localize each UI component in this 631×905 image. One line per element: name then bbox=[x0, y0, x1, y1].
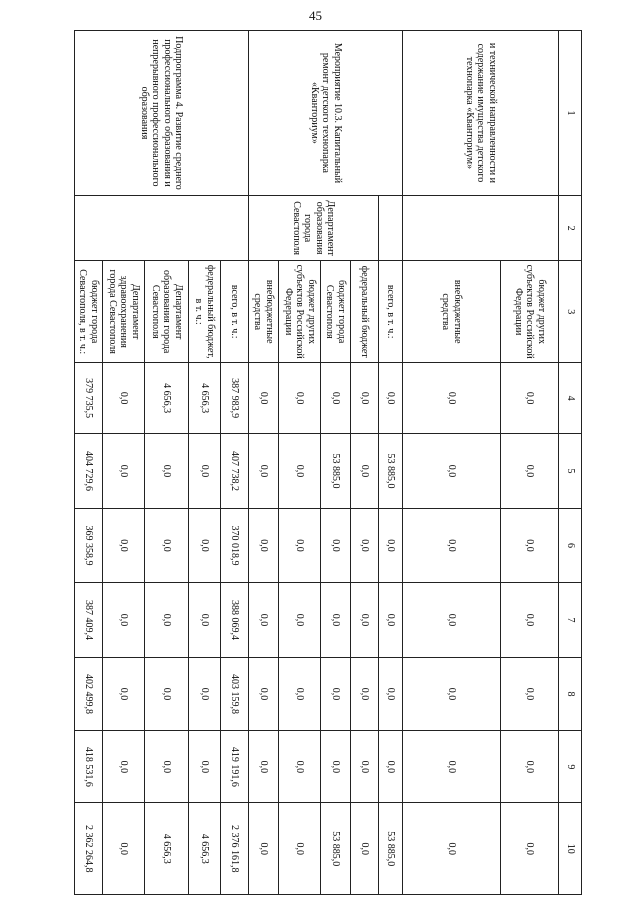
value-cell: 388 069,4 bbox=[221, 583, 249, 658]
value-cell: 0,0 bbox=[279, 363, 321, 434]
source-cell: бюджет других субъектов Российской Федерации bbox=[279, 261, 321, 363]
source-cell: Департамент здравоохранения города Севастополя bbox=[103, 261, 145, 363]
source-cell: Департамент образования города Севастополя bbox=[145, 261, 189, 363]
value-cell: 0,0 bbox=[103, 508, 145, 583]
value-cell: 53 885,0 bbox=[379, 434, 403, 509]
source-cell: внебюджетные средства bbox=[403, 261, 501, 363]
value-cell: 4 656,3 bbox=[189, 803, 221, 895]
header-cell: 5 bbox=[559, 434, 582, 509]
value-cell: 404 729,6 bbox=[75, 434, 103, 509]
value-cell: 0,0 bbox=[501, 508, 559, 583]
value-cell: 0,0 bbox=[189, 583, 221, 658]
value-cell: 0,0 bbox=[501, 434, 559, 509]
value-cell: 0,0 bbox=[279, 657, 321, 730]
source-cell: внебюджетные средства bbox=[249, 261, 279, 363]
value-cell: 387 409,4 bbox=[75, 583, 103, 658]
value-cell: 0,0 bbox=[321, 508, 351, 583]
value-cell: 0,0 bbox=[103, 657, 145, 730]
value-cell: 0,0 bbox=[145, 657, 189, 730]
header-cell: 1 bbox=[559, 31, 582, 196]
value-cell: 0,0 bbox=[249, 508, 279, 583]
value-cell: 370 018,9 bbox=[221, 508, 249, 583]
value-cell: 418 531,6 bbox=[75, 731, 103, 803]
value-cell: 4 656,3 bbox=[189, 363, 221, 434]
header-row bbox=[559, 31, 582, 895]
value-cell: 0,0 bbox=[403, 803, 501, 895]
page-number: 45 bbox=[309, 8, 322, 23]
value-cell: 0,0 bbox=[351, 731, 379, 803]
table-row bbox=[221, 31, 249, 895]
value-cell: 0,0 bbox=[279, 508, 321, 583]
value-cell: 0,0 bbox=[279, 583, 321, 658]
value-cell: 407 738,2 bbox=[221, 434, 249, 509]
value-cell: 402 499,8 bbox=[75, 657, 103, 730]
budget-table bbox=[74, 30, 582, 895]
value-cell: 0,0 bbox=[403, 731, 501, 803]
value-cell: 0,0 bbox=[351, 434, 379, 509]
source-cell: всего, в т. ч.: bbox=[379, 261, 403, 363]
value-cell: 0,0 bbox=[321, 363, 351, 434]
source-cell: федеральный бюджет, в т. ч.: bbox=[189, 261, 221, 363]
value-cell: 0,0 bbox=[351, 363, 379, 434]
value-cell: 0,0 bbox=[403, 363, 501, 434]
value-cell: 4 656,3 bbox=[145, 803, 189, 895]
value-cell: 0,0 bbox=[351, 657, 379, 730]
value-cell: 0,0 bbox=[103, 583, 145, 658]
value-cell: 0,0 bbox=[103, 363, 145, 434]
source-cell: бюджет города Севастополя bbox=[321, 261, 351, 363]
value-cell: 387 983,9 bbox=[221, 363, 249, 434]
value-cell: 0,0 bbox=[351, 803, 379, 895]
value-cell: 0,0 bbox=[351, 583, 379, 658]
header-cell: 6 bbox=[559, 508, 582, 583]
value-cell: 2 376 161,8 bbox=[221, 803, 249, 895]
subprogram-name-cell: Подпрограмма 4. Развитие среднего профессионального образования и непрерывного профессионального образования bbox=[75, 31, 249, 196]
value-cell: 0,0 bbox=[189, 657, 221, 730]
value-cell: 0,0 bbox=[379, 363, 403, 434]
value-cell: 0,0 bbox=[501, 583, 559, 658]
value-cell: 0,0 bbox=[145, 508, 189, 583]
value-cell: 2 362 264,8 bbox=[75, 803, 103, 895]
value-cell: 0,0 bbox=[189, 508, 221, 583]
value-cell: 0,0 bbox=[249, 657, 279, 730]
header-cell: 8 bbox=[559, 657, 582, 730]
value-cell: 0,0 bbox=[403, 583, 501, 658]
header-cell: 10 bbox=[559, 803, 582, 895]
executor-cell bbox=[403, 195, 559, 261]
value-cell: 0,0 bbox=[501, 803, 559, 895]
value-cell: 0,0 bbox=[321, 731, 351, 803]
value-cell: 53 885,0 bbox=[321, 803, 351, 895]
value-cell: 419 191,6 bbox=[221, 731, 249, 803]
value-cell: 0,0 bbox=[249, 434, 279, 509]
executor-cell: Департамент образования города Севастополя bbox=[249, 195, 379, 261]
value-cell: 403 159,8 bbox=[221, 657, 249, 730]
source-cell: федеральный бюджет bbox=[351, 261, 379, 363]
value-cell: 53 885,0 bbox=[379, 803, 403, 895]
value-cell: 4 656,3 bbox=[145, 363, 189, 434]
header-cell: 3 bbox=[559, 261, 582, 363]
value-cell: 0,0 bbox=[249, 363, 279, 434]
value-cell: 0,0 bbox=[403, 657, 501, 730]
executor-cell bbox=[75, 195, 249, 261]
value-cell: 0,0 bbox=[379, 583, 403, 658]
value-cell: 0,0 bbox=[403, 508, 501, 583]
header-cell: 9 bbox=[559, 731, 582, 803]
table-row bbox=[501, 31, 559, 895]
value-cell: 0,0 bbox=[279, 434, 321, 509]
value-cell: 0,0 bbox=[279, 803, 321, 895]
value-cell: 0,0 bbox=[501, 731, 559, 803]
header-cell: 2 bbox=[559, 195, 582, 261]
value-cell: 53 885,0 bbox=[321, 434, 351, 509]
value-cell: 0,0 bbox=[103, 434, 145, 509]
event-name-cell: и технической направленности и содержание имущества детского технопарка «Кванториум» bbox=[403, 31, 559, 196]
value-cell: 0,0 bbox=[249, 731, 279, 803]
source-cell: бюджет других субъектов Российской Федерации bbox=[501, 261, 559, 363]
value-cell: 0,0 bbox=[103, 731, 145, 803]
value-cell: 0,0 bbox=[351, 508, 379, 583]
value-cell: 0,0 bbox=[501, 657, 559, 730]
table-row bbox=[379, 31, 403, 895]
value-cell: 0,0 bbox=[189, 434, 221, 509]
value-cell: 0,0 bbox=[321, 583, 351, 658]
value-cell: 0,0 bbox=[145, 583, 189, 658]
value-cell: 0,0 bbox=[189, 731, 221, 803]
source-cell: бюджет города Севастополя, в т. ч.: bbox=[75, 261, 103, 363]
value-cell: 0,0 bbox=[379, 657, 403, 730]
value-cell: 0,0 bbox=[403, 434, 501, 509]
value-cell: 369 358,9 bbox=[75, 508, 103, 583]
value-cell: 0,0 bbox=[379, 508, 403, 583]
value-cell: 0,0 bbox=[145, 434, 189, 509]
executor-cell bbox=[379, 195, 403, 261]
value-cell: 0,0 bbox=[279, 731, 321, 803]
header-cell: 7 bbox=[559, 583, 582, 658]
value-cell: 0,0 bbox=[321, 657, 351, 730]
event-name-cell: Мероприятие 10.3. Капитальный ремонт детского технопарка «Кванториум» bbox=[249, 31, 403, 196]
value-cell: 0,0 bbox=[103, 803, 145, 895]
table-rotator bbox=[50, 30, 582, 895]
source-cell: всего, в т. ч.: bbox=[221, 261, 249, 363]
value-cell: 0,0 bbox=[145, 731, 189, 803]
value-cell: 0,0 bbox=[249, 583, 279, 658]
value-cell: 0,0 bbox=[249, 803, 279, 895]
value-cell: 0,0 bbox=[501, 363, 559, 434]
header-cell: 4 bbox=[559, 363, 582, 434]
value-cell: 379 735,5 bbox=[75, 363, 103, 434]
value-cell: 0,0 bbox=[379, 731, 403, 803]
